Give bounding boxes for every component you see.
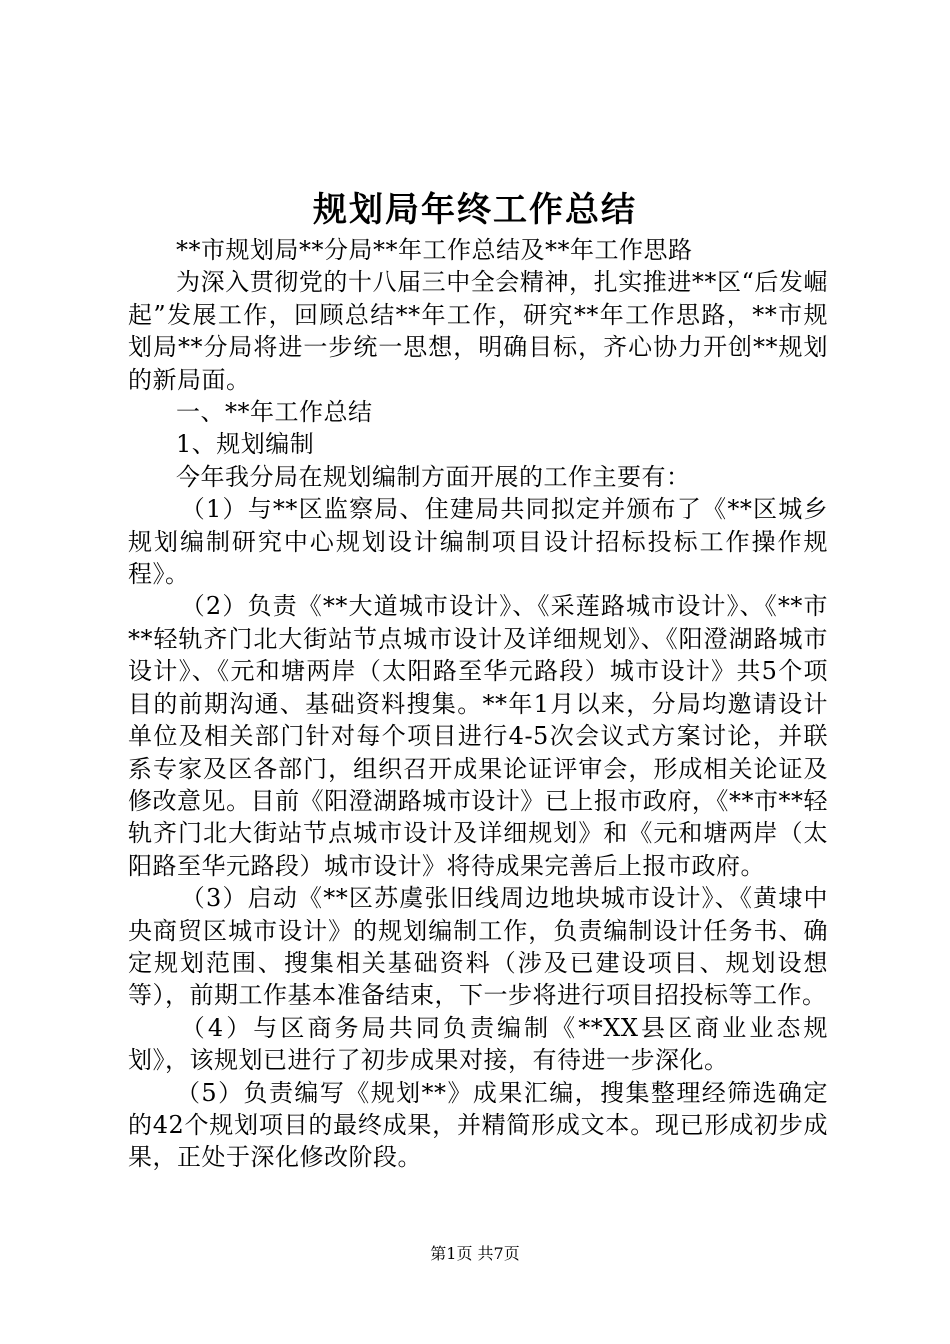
document-title: 规划局年终工作总结 [313,190,637,230]
subsection-heading: 1、规划编制 [176,430,315,459]
section-heading: 一、**年工作总结 [176,398,373,427]
list-item-1: （1）与**区监察局、住建局共同拟定并颁布了《**区城乡规划编制研究中心规划设计编制项目设计招标投标工作操作规程》。 [128,495,828,589]
document-body [128,234,828,1174]
subtitle-paragraph: **市规划局**分局**年工作总结及**年工作思路 [176,236,693,264]
list-item-4: （4）与区商务局共同负责编制《**XX县区商业业态规划》，该规划已进行了初步成果对接，有待进一步深化。 [128,1013,828,1075]
list-item-3: （3）启动《**区苏虞张旧线周边地块城市设计》、《黄埭中央商贸区城市设计》的规划编制工作，负责编制设计任务书、确定规划范围、搜集相关基础资料（涉及已建设项目、规划设想等），前期工作基本准备结束，下一步将进行项目招投标等工作。 [128,884,828,1010]
page-footer: 第1页 共7页 [430,1244,520,1263]
body-paragraph: 今年我分局在规划编制方面开展的工作主要有： [176,462,691,491]
intro-paragraph: 为深入贯彻党的十八届三中全会精神，扎实推进**区“后发崛起”发展工作，回顾总结**年工作，研究**年工作思路，**市规划局**分局将进一步统一思想，明确目标，齐心协力开创**规划的新局面。 [128,268,828,394]
list-item-2: （2）负责《**大道城市设计》、《采莲路城市设计》、《**市**轻轨齐门北大街站节点城市设计及详细规划》、《阳澄湖路城市设计》、《元和塘两岸（太阳路至华元路段）城市设计》共5个项目的前期沟通、基础资料搜集。**年1月以来，分局均邀请设计单位及相关部门针对每个项目进行4-5次会议式方案讨论，并联系专家及区各部门，组织召开成果论证评审会，形成相关论证及修改意见。目前《阳澄湖路城市设计》已上报市政府，《**市**轻轨齐门北大街站节点城市设计及详细规划》和《元和塘两岸（太阳路至华元路段）城市设计》将待成果完善后上报市政府。 [128,592,828,880]
list-item-5: （5）负责编写《规划**》成果汇编，搜集整理经筛选确定的42个规划项目的最终成果，并精简形成文本。现已形成初步成果，正处于深化修改阶段。 [128,1078,828,1172]
